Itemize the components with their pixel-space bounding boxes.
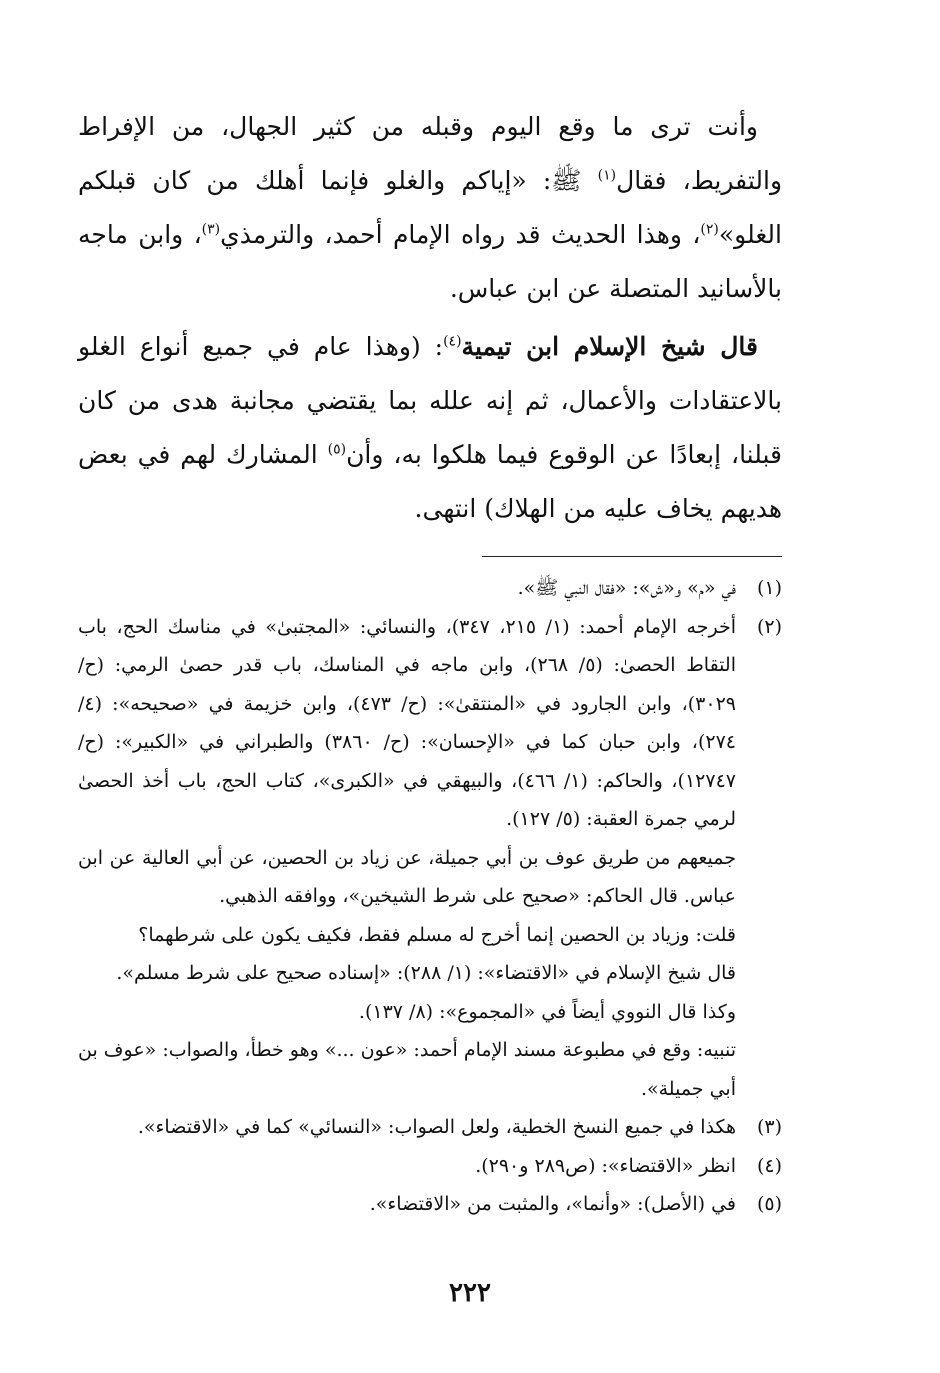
text-run: : (وهذا عام في جميع أنواع الغلو بالاعتقادات والأعمال، ثم إنه علله بما يقتضي مجانبة هدى من كان قبلنا، إبعادًا عن الوقوع فيما هلكوا به، وأن: [78, 332, 782, 469]
footnote-number: (٢): [756, 615, 782, 638]
footnote-3: [78, 1108, 782, 1147]
footnote-ref-5[interactable]: (٥): [327, 441, 347, 458]
footnote-5: [78, 1185, 782, 1224]
text-run: وأنت ترى ما وقع اليوم وقبله من كثير الجهال، من الإفراط والتفريط، فقال: [78, 112, 783, 195]
footnote-paragraph: هكذا في جميع النسخ الخطية، ولعل الصواب: «النسائي» كما في «الاقتضاء».: [137, 1116, 736, 1138]
footnote-paragraph: قال شيخ الإسلام في «الاقتضاء»: (١/ ٢٨٨): «إسناده صحيح على شرط مسلم».: [116, 962, 736, 984]
footnote-text: [78, 1147, 736, 1186]
footnote-ref-1[interactable]: (١): [597, 167, 617, 184]
footnote-text: [78, 1185, 736, 1224]
footnote-ref-4[interactable]: (٤): [443, 333, 462, 350]
footnote-paragraph: قلت: وزياد بن الحصين إنما أخرج له مسلم فقط، فكيف يكون على شرطهما؟: [138, 923, 736, 946]
footnote-number: (١): [756, 577, 782, 599]
bold-heading-run: قال شيخ الإسلام ابن تيمية: [461, 332, 758, 361]
footnote-paragraph: تنبيه: وقع في مطبوعة مسند الإمام أحمد: «عون ...» وهو خطأ، والصواب: «عوف بن أبي جميلة».: [78, 1039, 736, 1100]
footnote-paragraph: في «م» و«ش»: «فقال النبي ﷺ».: [517, 577, 736, 599]
footnote-4: [78, 1147, 782, 1186]
footnote-ref-3[interactable]: (٣): [201, 221, 221, 238]
text-run: ﷺ: «إياكم والغلو فإنما أهلك من كان قبلكم الغلو»: [78, 166, 782, 249]
footnote-paragraph: انظر «الاقتضاء»: (ص٢٨٩ و٢٩٠).: [475, 1154, 736, 1177]
footnote-paragraph: جميعهم من طريق عوف بن أبي جميلة، عن زياد بن الحصين، عن أبي العالية عن ابن عباس. قال الحاكم: «صحيح على شرط الشيخين»، ووافقه الذهبي.: [78, 846, 736, 907]
paragraph-1: [78, 100, 782, 316]
footnote-ref-2[interactable]: (٢): [700, 221, 719, 238]
footnote-text: [78, 1108, 736, 1147]
text-run: ، وهذا الحديث قد رواه الإمام أحمد، والترمذي: [220, 220, 701, 249]
main-text: [78, 100, 782, 536]
footnote-text: [78, 608, 736, 1109]
footnote-paragraph: في (الأصل): «وأنما»، والمثبت من «الاقتضاء».: [369, 1193, 736, 1215]
footnote-2: [78, 608, 782, 1109]
footnote-paragraph: وكذا قال النووي أيضاً في «المجموع»: (٨/ ١٣٧).: [358, 1000, 736, 1023]
footnote-divider: [482, 556, 782, 557]
paragraph-2: [78, 320, 782, 536]
footnote-number: (٥): [756, 1193, 782, 1215]
footnote-paragraph: أخرجه الإمام أحمد: (١/ ٢١٥، ٣٤٧)، والنسائي: «المجتبىٰ» في مناسك الحج، باب التقاط الحصىٰ: (٥/ ٢٦٨)، وابن ماجه في المناسك، باب قدر حصىٰ الرمي: (ح/ ٣٠٢٩)، وابن الجارود في «المنتقىٰ»: (ح/ ٤٧٣)، وابن خزيمة في «صحيحه»: (٤/ ٢٧٤)، وابن حبان كما في «الإحسان»: (ح/ ٣٨٦٠) والطبراني في «الكبير»: (ح/ ١٢٧٤٧)، والحاكم: (١/ ٤٦٦)، والبيهقي في «الكبرى»، كتاب الحج، باب أخذ الحصىٰ لرمي جمرة العقبة: (٥/ ١٢٧).: [78, 615, 736, 830]
footnote-number: (٣): [756, 1116, 782, 1138]
footnote-text: [78, 569, 736, 608]
text-run: ، وابن ماجه بالأسانيد المتصلة عن ابن عباس.: [78, 220, 782, 303]
text-run: المشارك لهم في بعض هديهم يخاف عليه من الهلاك) انتهى.: [78, 440, 782, 523]
footnote-1: [78, 569, 782, 608]
footnote-number: (٤): [756, 1154, 782, 1177]
page-content: [78, 100, 782, 1224]
page-number: ٢٢٢: [449, 1278, 491, 1308]
footnotes-section: [78, 569, 782, 1224]
